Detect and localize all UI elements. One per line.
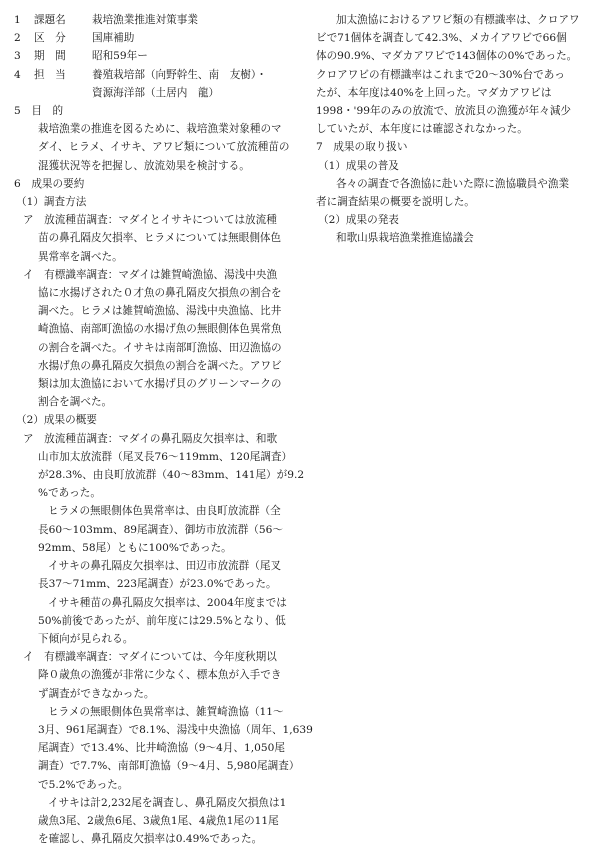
- header-row-category: [14, 29, 310, 47]
- header-row-number: 2: [14, 32, 21, 45]
- methods-i-line: 水揚げ魚の鼻孔隔皮欠損魚の割合を調べた。アワビ: [38, 359, 282, 372]
- left-column: [14, 11, 313, 848]
- right-column: [316, 11, 584, 248]
- objective-line: ダイ、ヒラメ、イサキ、アワビ類について放流種苗の: [38, 141, 290, 154]
- handling-section: [316, 138, 584, 247]
- methods-a-line: ア 放流種苗調査：マダイとイサキについては放流種: [23, 214, 277, 227]
- methods-i-line: の割合を調べた。イサキは南部町漁協、田辺漁協の: [38, 341, 282, 354]
- methods-i-line: イ 有標識率調査：マダイは雑賀崎漁協、湯浅中央漁: [23, 268, 278, 281]
- summary-hirame-marking-line: で5.2%であった。: [38, 778, 129, 791]
- methods-i-line: 類は加太漁協において水揚げ貝のグリーンマークの: [38, 378, 282, 391]
- summary-hirame-line: 92mm、58尾）ともに100%であった。: [38, 541, 232, 554]
- objective-heading: 5 目 的: [14, 105, 64, 118]
- header-row-staff: [14, 66, 310, 84]
- awabi-paragraph: [316, 11, 584, 138]
- header-block: [14, 11, 310, 102]
- summary-a-line: が28.3%、由良町放流群（40～83mm、141尾）が9.2: [38, 469, 305, 482]
- summary-i-line: 降０歳魚の漁獲が非常に少なく、標本魚が入手でき: [38, 669, 282, 682]
- summary-hirame-line: 長60～103mm、89尾調査）、御坊市放流群（56～: [38, 523, 283, 536]
- dissemination-line: 各々の調査で各漁協に赴いた際に漁協職員や漁業: [336, 177, 570, 190]
- dissemination-line: 者に調査結果の概要を説明した。: [316, 196, 475, 209]
- header-staff-continued: 資源海洋部（土居内 龍）: [92, 86, 220, 99]
- presentation-line: 和歌山県栽培漁業推進協議会: [336, 232, 474, 245]
- presentation-heading: （2）成果の発表: [318, 214, 399, 227]
- header-row-value: 昭和59年ー: [92, 50, 148, 63]
- summary-isaki-line: イサキの鼻孔隔皮欠損率は、田辺市放流群（尾叉: [48, 560, 282, 573]
- awabi-line: 体の90.9%、マダカアワビで143個体の0%であった。: [316, 50, 578, 63]
- awabi-line: クロアワビの有標識率はこれまで20～30%台であっ: [316, 68, 565, 81]
- summary-hirame-marking-line: ヒラメの無眼側体色異常率は、雑賀崎漁協（11～: [48, 705, 284, 718]
- awabi-line: 加太漁協におけるアワビ類の有標識率は、クロアワ: [336, 14, 580, 26]
- objective-line: 栽培漁業の推進を図るために、栽培漁業対象種のマ: [38, 123, 282, 136]
- header-row-label: 担 当: [34, 68, 66, 81]
- summary-a-line: ア 放流種苗調査：マダイの鼻孔隔皮欠損率は、和歌: [23, 432, 278, 445]
- summary-hirame-line: ヒラメの無眼側体色異常率は、由良町放流群（全: [48, 505, 281, 518]
- summary-heading: （2）成果の概要: [16, 414, 97, 427]
- summary-i-line: イ 有標識率調査：マダイについては、今年度秋期以: [23, 651, 277, 664]
- summary-isaki-marking-line: イサキは計2,232尾を調査し、鼻孔隔皮欠損魚は1: [48, 796, 287, 809]
- methods-i-line: 割合を調べた。: [38, 396, 113, 409]
- header-row-value: 国庫補助: [92, 32, 135, 45]
- awabi-line: していたが、本年度には確認されなかった。: [316, 123, 528, 136]
- summary-hirame-marking-line: 尾調査）で13.4%、比井崎漁協（9～4月、1,050尾: [38, 742, 285, 755]
- header-row-value: 養殖栽培部（向野幹生、南 友樹）・: [92, 68, 267, 81]
- header-row-value: 栽培漁業推進対策事業: [92, 14, 198, 26]
- header-row-label: 期 間: [34, 50, 66, 63]
- results-heading: 6 成果の要約: [14, 177, 85, 190]
- header-row-period: [14, 47, 310, 65]
- summary-hirame-marking-line: 3月、961尾調査）で8.1%、湯浅中央漁協（周年、1,639: [38, 723, 313, 736]
- dissemination-heading: （1）成果の普及: [318, 159, 399, 172]
- header-row-number: 1: [14, 14, 21, 26]
- summary-i-line: ず調査ができなかった。: [38, 687, 155, 700]
- summary-a-line: 山市加太放流群（尾叉長76～119mm、120尾調査）: [38, 450, 293, 463]
- awabi-line: ビで71個体を調査して42.3%、メカイアワビで66個: [316, 32, 567, 45]
- header-row-number: 3: [14, 50, 21, 63]
- header-row-label: 課題名: [34, 14, 66, 26]
- objective-line: 混獲状況等を把握し、放流効果を検討する。: [38, 159, 250, 172]
- methods-i-line: 調べた。ヒラメは雑賀崎漁協、湯浅中央漁協、比井: [38, 305, 282, 318]
- handling-heading: 7 成果の取り扱い: [316, 141, 408, 154]
- summary-isaki-trend-line: イサキ種苗の鼻孔隔皮欠損率は、2004年度までは: [48, 596, 287, 609]
- header-row-label: 区 分: [34, 32, 66, 45]
- summary-isaki-marking-line: 歳魚3尾、2歳魚6尾、3歳魚1尾、4歳魚1尾の11尾: [38, 814, 279, 827]
- objective-section: [14, 102, 310, 175]
- results-section: [14, 175, 313, 848]
- methods-a-line: 異常率を調べた。: [38, 250, 123, 263]
- summary-isaki-line: 長37～71mm、223尾調査）が23.0%であった。: [38, 578, 277, 591]
- methods-a-line: 苗の鼻孔隔皮欠損率、ヒラメについては無眼側体色: [38, 232, 282, 245]
- summary-isaki-trend-line: 下傾向が見られる。: [38, 632, 134, 645]
- header-row-number: 4: [14, 68, 21, 81]
- summary-isaki-marking-line: を確認し、鼻孔隔皮欠損率は0.49%であった。: [38, 833, 263, 846]
- methods-i-line: 協に水揚げされた０才魚の鼻孔隔皮欠損魚の割合を: [38, 287, 282, 300]
- awabi-line: たが、本年度は40%を上回った。マダカアワビは: [316, 86, 552, 99]
- methods-heading: （1）調査方法: [16, 196, 87, 209]
- awabi-line: 1998・'99年のみの放流で、放流貝の漁獲が年々減少: [316, 105, 572, 118]
- summary-a-line: %であった。: [38, 487, 101, 500]
- summary-hirame-marking-line: 調査）で7.7%、南部町漁協（9～4月、5,980尾調査）: [38, 760, 300, 773]
- header-row-title: [14, 11, 310, 29]
- summary-isaki-trend-line: 50%前後であったが、前年度には29.5%となり、低: [38, 614, 286, 627]
- methods-i-line: 崎漁協、南部町漁協の水揚げ魚の無眼側体色異常魚: [38, 323, 282, 336]
